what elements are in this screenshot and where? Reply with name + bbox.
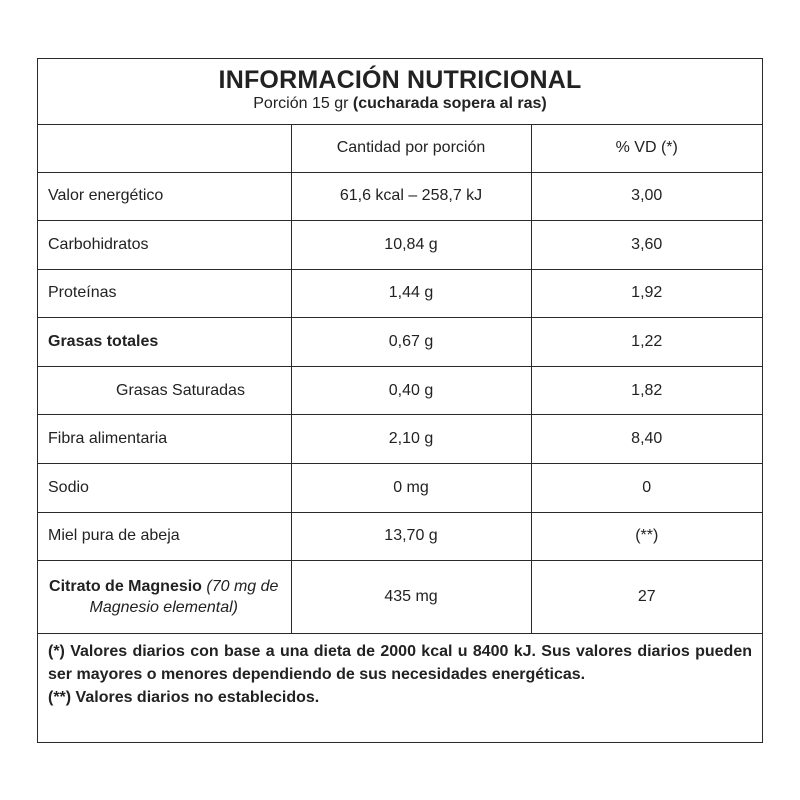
row-amount: 0,40 g — [291, 366, 531, 415]
row-dv: 0 — [531, 464, 762, 513]
magnesium-name-cell — [38, 561, 291, 634]
table-row — [38, 221, 762, 270]
row-dv: 1,92 — [531, 269, 762, 318]
row-name: Fibra alimentaria — [38, 415, 291, 464]
row-name: Carbohidratos — [38, 221, 291, 270]
row-amount: 2,10 g — [291, 415, 531, 464]
nutrition-title: INFORMACIÓN NUTRICIONAL — [218, 66, 582, 94]
row-amount: 0 mg — [291, 464, 531, 513]
table-row — [38, 415, 762, 464]
row-dv: 3,00 — [531, 172, 762, 221]
table-header-row — [38, 125, 762, 172]
row-name: Proteínas — [38, 269, 291, 318]
header-dv: % VD (*) — [531, 125, 762, 172]
table-row — [38, 318, 762, 367]
portion-detail: (cucharada sopera al ras) — [352, 95, 547, 112]
portion-size — [38, 94, 762, 114]
magnesium-note: (70 mg de Magnesio elemental) — [89, 578, 279, 617]
row-amount: 1,44 g — [291, 269, 531, 318]
table-row — [38, 464, 762, 513]
table-row — [38, 172, 762, 221]
row-name: Sodio — [38, 464, 291, 513]
row-amount: 0,67 g — [291, 318, 531, 367]
nutrition-table — [38, 125, 762, 634]
footnotes — [38, 634, 762, 709]
table-row — [38, 512, 762, 561]
row-amount: 10,84 g — [291, 221, 531, 270]
row-name: Grasas totales — [38, 318, 291, 367]
nutrition-facts-panel — [37, 58, 763, 743]
portion-prefix: Porción 15 gr — [253, 95, 349, 112]
magnesium-dv: 27 — [531, 561, 762, 634]
table-row-magnesium — [38, 561, 762, 634]
magnesium-name: Citrato de Magnesio — [49, 578, 202, 596]
header-nutrient — [38, 125, 291, 172]
header-amount: Cantidad por porción — [291, 125, 531, 172]
footnote-not-established: (**) Valores diarios no establecidos. — [48, 689, 320, 707]
row-dv: 1,22 — [531, 318, 762, 367]
row-name: Grasas Saturadas — [38, 366, 291, 415]
row-amount: 61,6 kcal – 258,7 kJ — [291, 172, 531, 221]
row-dv: 8,40 — [531, 415, 762, 464]
row-dv: (**) — [531, 512, 762, 561]
footnote-daily-values: (*) Valores diarios con base a una dieta de 2000 kcal u 8400 kJ. Sus valores diarios pueden ser mayores o menores dependiendo de sus necesidades energéticas. — [48, 643, 752, 684]
row-dv: 1,82 — [531, 366, 762, 415]
row-dv: 3,60 — [531, 221, 762, 270]
table-row — [38, 269, 762, 318]
table-row — [38, 366, 762, 415]
nutrition-header — [38, 59, 762, 125]
row-amount: 13,70 g — [291, 512, 531, 561]
row-name: Miel pura de abeja — [38, 512, 291, 561]
magnesium-amount: 435 mg — [291, 561, 531, 634]
row-name: Valor energético — [38, 172, 291, 221]
